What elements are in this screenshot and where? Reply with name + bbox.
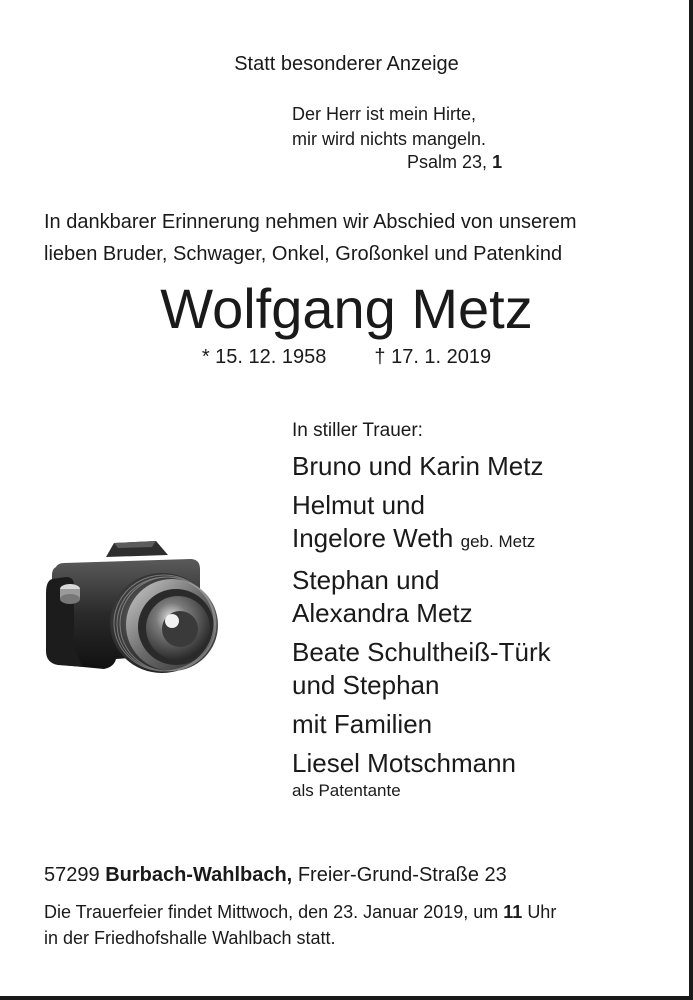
ceremony-line-2: in der Friedhofshalle Wahlbach statt. — [44, 928, 336, 948]
mourner-name: Ingelore Weth — [292, 523, 454, 553]
mourner-name-line — [292, 522, 551, 558]
ceremony-info — [44, 899, 556, 951]
address-zip: 57299 — [44, 864, 100, 886]
address-street: Freier-Grund-Straße 23 — [297, 864, 507, 886]
verse-reference-number: 1 — [492, 152, 503, 172]
mourner-name: Alexandra Metz — [292, 598, 473, 628]
mourner-name: Stephan und — [292, 565, 440, 595]
ceremony-hour-unit: Uhr — [527, 902, 557, 922]
verse-line-2: mir wird nichts mangeln. — [292, 129, 487, 149]
family-address — [44, 864, 507, 887]
verse-reference — [407, 152, 502, 173]
mourner-name: Helmut und — [292, 490, 425, 520]
verse-reference-book: Psalm 23, — [407, 152, 488, 172]
mourner-relation: als Patentante — [292, 781, 401, 800]
address-town: Burbach-Wahlbach, — [105, 864, 293, 886]
ceremony-line-1 — [44, 899, 556, 925]
ceremony-hour: 11 — [503, 902, 523, 922]
death-date: † 17. 1. 2019 — [374, 346, 492, 368]
bible-verse — [292, 102, 486, 152]
birth-date: * 15. 12. 1958 — [201, 346, 327, 368]
mourner-name: mit Familien — [292, 709, 433, 739]
deceased-name: Wolfgang Metz — [160, 277, 533, 340]
ceremony-date-text: Die Trauerfeier findet Mittwoch, den 23. Januar 2019, um — [44, 902, 499, 922]
mourners-list — [292, 420, 551, 802]
camera-icon — [44, 535, 226, 680]
maiden-name-note: geb. Metz — [460, 532, 536, 551]
mourning-label: In stiller Trauer: — [292, 420, 423, 441]
life-dates — [0, 346, 693, 369]
mourner-name: Beate Schultheiß-Türk — [292, 637, 551, 667]
notice-header: Statt besonderer Anzeige — [234, 53, 459, 75]
mourner-name: Bruno und Karin Metz — [292, 451, 544, 481]
verse-line-1: Der Herr ist mein Hirte, — [292, 104, 477, 124]
mourner-name: und Stephan — [292, 670, 440, 700]
intro-line-2: lieben Bruder, Schwager, Onkel, Großonkel und Patenkind — [44, 243, 563, 265]
intro-text — [44, 206, 577, 270]
intro-line-1: In dankbarer Erinnerung nehmen wir Abschied von unserem — [44, 211, 577, 233]
mourner-name: Liesel Motschmann — [292, 748, 516, 778]
